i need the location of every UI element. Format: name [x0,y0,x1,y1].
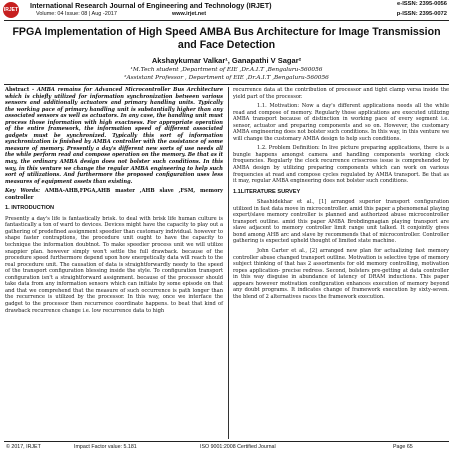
footer-rule [4,441,449,442]
paper-title: FPGA Implementation of High Speed AMBA Bus Architecture for Image Transmission and Face Detection [12,26,441,51]
footer-iso: ISO 9001:2008 Certified Journal [200,444,276,450]
problem-definition-paragraph: 1.2. Problem Definition: In live picture preparing applications, there is a bungle happens amongst camera and handling components working clock frequencies. Regularly the clock recurrence crisscross issue is comprehended by AMBA design by utilizing preparing components which can work on various frequencies at read and compose cycles regulated by AMBA transport. Be that as it may, regular AMBA engineering does not bolster such conditions. [233,145,449,185]
keywords-text: AMBA-AHB,FPGA,AHB master ,AHB slave ,FSM, memory controller [5,188,223,201]
abstract-label: Abstract - [5,87,38,93]
pissn: p-ISSN: 2395-0072 [396,11,447,17]
abstract-text: AMBA remains for Advanced Microcontroller Bus Architecture which is chiefly utilized for information synchronization between various sensors and additionally actuators and primary handling units. Typically the working pace of primary handling unit is substantially higher than any associated sensors as well as actuators. In any case, the handling unit must process those information with high exactness. For appropriate operation of the entire framework, the information speed of different associated gadgets must be synchronized. Typically this sort of information synchronization is finished by AMBA controller with the assistance of some measure of memory. Presently a day's different new sorts of use needs all the while perform read and compose operation on the memory. Be that as it may, the ordinary AMBA design does not bolster such conditions. In this way, in this venture we change the regular AMBA engineering to help such sort of utilizations. And furthermore the proposed configuration uses less measures of equipment assets than existing. [5,87,223,185]
journal-title: International Research Journal of Engineering and Technology (IRJET) [30,1,272,10]
affiliation-rule [4,84,449,85]
literature-heading: 1.1LITERATURE SURVEY [233,188,301,195]
keywords [5,188,223,201]
journal-header [0,0,453,20]
affiliation-1: ¹M.Tech student ,Department of EIE ,Dr.A.I.T ,Bengaluru-560056 [130,67,323,73]
intro-heading: 1. INTRODUCTION [5,205,55,212]
eissn: e-ISSN: 2395-0056 [397,1,447,7]
literature-paragraph-2: John Carter et al., [2] arranged new plan for actualizing fast memory controller abuse changed transport outline. Motivation is selective type of memory subject thinking of that has 2 assortments for old memory controlling, motivation ropes application- precise redress. Second, bolsters pre-getting at data controller in this way disguise in abundance of latency of DRAM inductions. This paper appears however motivation configuration enhances execution of memory beyond any doubt programs. It indicates change of framework execution by sixty-seven. the blend of 2 alternatives races the framework execution. [233,248,449,300]
footer-page: Page 65 [393,444,413,450]
footer-copyright: © 2017, IRJET [6,444,41,450]
footer-impact: Impact Factor value: 5.181 [74,444,137,450]
journal-volume: Volume: 04 Issue: 08 | Aug -2017 [36,11,117,17]
paper-authors: Akshaykumar Valkar¹, Ganapathi V Sagar² [151,56,302,65]
irjet-logo: IRJET [3,2,19,18]
affiliation-2: ²Assistant Professor , Department of EIE ,Dr.A.I.T ,Bengaluru-560056 [124,75,329,81]
journal-website: www.irjet.net [172,11,207,17]
left-column [5,87,223,317]
intro-paragraph: Presently a day's life is fantastically brisk. to deal with brisk life human culture is fantastically a ton of ward to devices. Devices might have the capacity to play out a gathering of predefined assignment speedier than customary individual. however to shape faster contraptions, the procedure unit ought to have the capacity to technique the information doubtnot. To make speedier process unit we will utilize snappier plan. however simply won't settle the full drawback. because of the procedure speed furthermore depend upon how energetically data will reach to the real procedure unit. The causation of data is straightforwardly needy to the speed of the transport configuration blessing inside the style. To configuration transport configuration isn't a straightforward assignment. because of the processor should take data from any information sensors which can initiate by some episode on that and that we comprehend that the measure of such occurrence is path longer than the recurrence is utilized by the processor. In this way, once we interface the gadget to the processor then recurrence coordinate happens. to beat that kind of drawback recurrence change i.e. low recurrence data to high [5,215,223,314]
right-paragraph-1: recurrence data at the contribution of processor and tight clamp versa inside the yield part of the processor. [233,87,449,100]
abstract [5,87,223,185]
right-column [233,87,449,303]
literature-paragraph-1: Shashidekhar et al., [1] arranged superior transport configuration utilized in fast data move in microcontroller. amid this paper a phenomenal playing expert/slave memory controller is planned and authorized abuse microcontroller transport outline. amid this paper AMBA Brobdingnagian playing transport are slave adjacent to memory controller limit range unit talked. It conjointly gives bond among AHB arc and slave by recommends that of microcontroller. Controller gathering is expected upheld thought of limited state machine. [233,199,449,245]
motivation-paragraph: 1.1. Motivation: Now a day's different applications needs all the while read and compose of memory. Regularly those applications are executed utilizing AMBA transport because of distinction in working pace of every segment i.e. sensor, actuator and preparing components and so on. However, the customary AMBA engineering does not bolster such conditions. In this way, in this venture we will change the customary AMBA design to help such conditions. [233,103,449,142]
column-separator [228,87,229,439]
keywords-label: Key Words: [5,188,41,195]
header-rule [4,20,449,21]
